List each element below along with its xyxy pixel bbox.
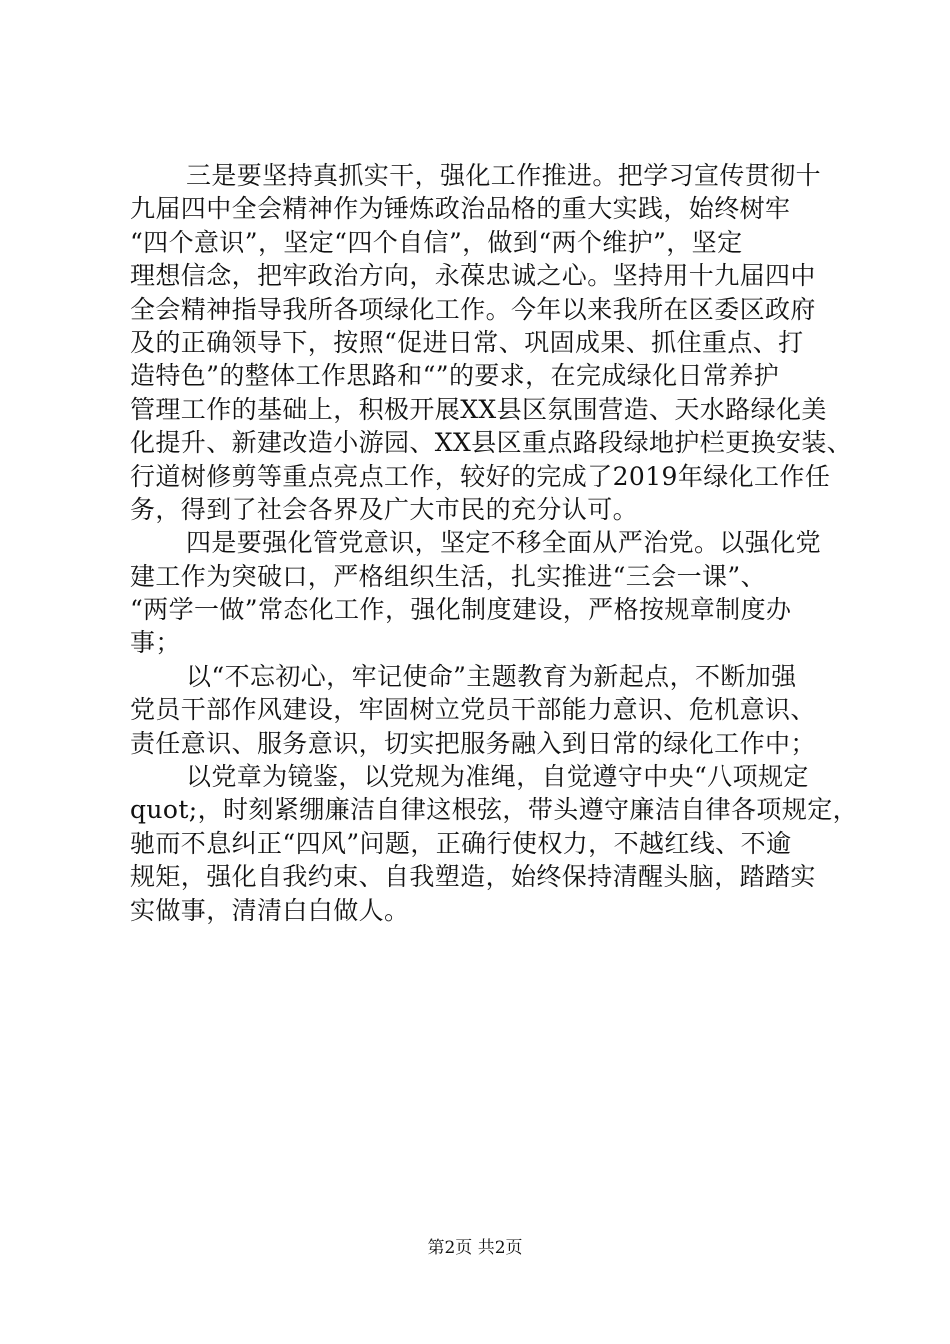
paragraph-original-aspiration: [130, 660, 830, 760]
text-line: quot;，时刻紧绷廉洁自律这根弦，带头遵守廉洁自律各项规定，: [130, 795, 859, 825]
paragraph-party-constitution: [130, 760, 859, 927]
text-line: 三是要坚持真抓实干，强化工作推进。把学习宣传贯彻十: [186, 161, 822, 190]
text-line: 造特色”的整体工作思路和“”的要求，在完成绿化日常养护: [130, 361, 780, 391]
text-line: 事；: [130, 628, 181, 658]
text-line: 全会精神指导我所各项绿化工作。今年以来我所在区委区政府: [130, 294, 816, 324]
document-body: [130, 159, 859, 927]
text-line: “四个意识”，坚定“四个自信”，做到“两个维护”，坚定: [130, 227, 743, 257]
text-line: 务，得到了社会各界及广大市民的充分认可。: [130, 494, 639, 524]
text-line: 以党章为镜鉴，以党规为准绳，自觉遵守中央“八项规定: [186, 762, 809, 792]
text-line: 建工作为突破口，严格组织生活，扎实推进“三会一课”、: [130, 561, 766, 591]
text-line: 管理工作的基础上，积极开展XX县区氛围营造、天水路绿化美: [130, 394, 827, 424]
text-line: 以“不忘初心，牢记使命”主题教育为新起点，不断加强: [186, 661, 797, 691]
text-line: 行道树修剪等重点亮点工作，较好的完成了2019年绿化工作任: [130, 461, 831, 491]
text-line: 责任意识、服务意识，切实把服务融入到日常的绿化工作中；: [130, 728, 816, 758]
text-line: 化提升、新建改造小游园、XX县区重点路段绿地护栏更换安装、: [130, 428, 853, 458]
paragraph-3-strengthen-work: [130, 159, 853, 526]
text-line: 规矩，强化自我约束、自我塑造，始终保持清醒头脑，踏踏实: [130, 862, 816, 892]
text-line: 驰而不息纠正“四风”问题，正确行使权力，不越红线、不逾: [130, 828, 792, 858]
text-line: 及的正确领导下，按照“促进日常、巩固成果、抓住重点、打: [130, 327, 804, 357]
text-line: 党员干部作风建设，牢固树立党员干部能力意识、危机意识、: [130, 695, 816, 725]
text-line: “两学一做”常态化工作，强化制度建设，严格按规章制度办: [130, 595, 792, 625]
text-line: 四是要强化管党意识，坚定不移全面从严治党。以强化党: [186, 528, 822, 558]
page-number-footer: 第2页 共2页: [427, 1238, 523, 1258]
text-line: 九届四中全会精神作为锤炼政治品格的重大实践，始终树牢: [130, 194, 791, 224]
text-line: 实做事，清清白白做人。: [130, 895, 410, 925]
text-line: 理想信念，把牢政治方向，永葆忠诚之心。坚持用十九届四中: [130, 261, 816, 291]
paragraph-4-party-discipline: [130, 526, 830, 660]
